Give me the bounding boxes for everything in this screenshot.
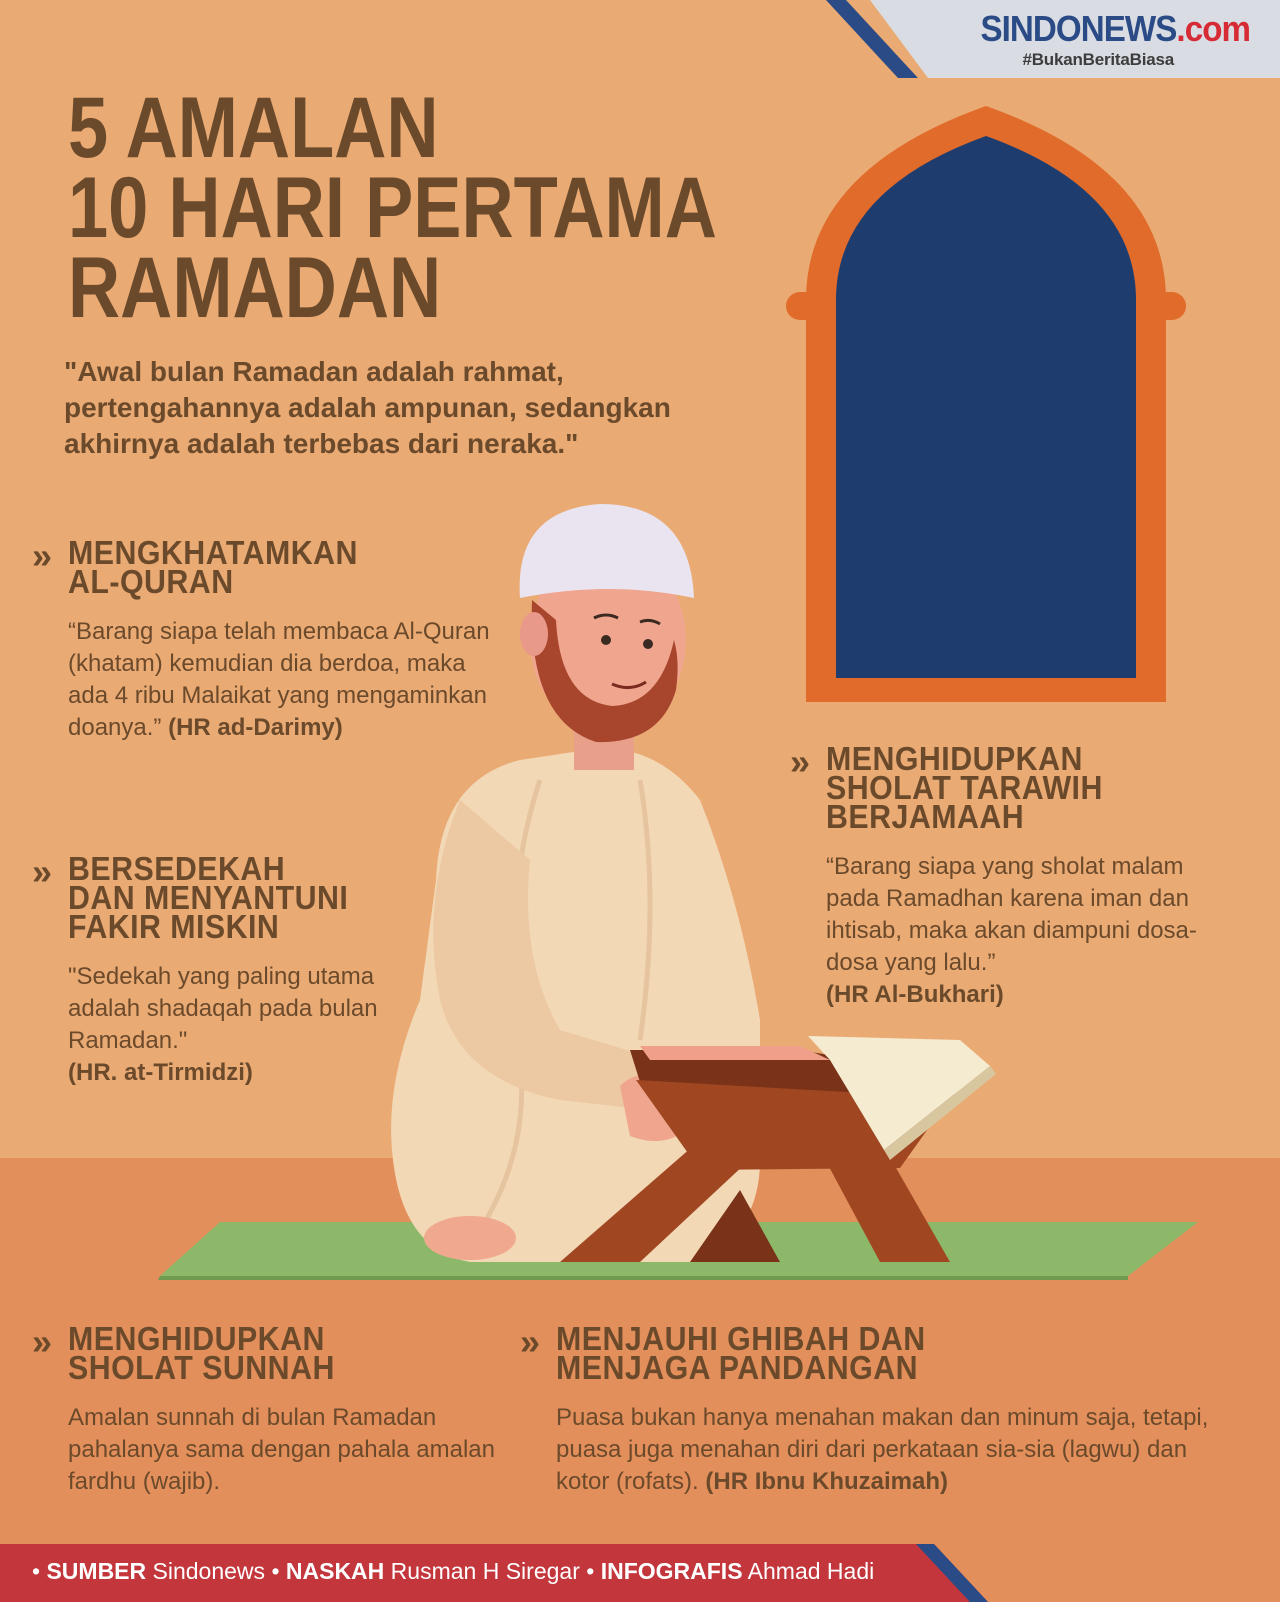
heading-line: BERJAMAAH xyxy=(826,798,1025,835)
chevron-icon: » xyxy=(32,1321,53,1362)
chevron-icon: » xyxy=(32,535,53,576)
amalan-body xyxy=(68,1402,508,1498)
title-line-3: RAMADAN xyxy=(68,240,442,336)
heading-line: MENJAGA PANDANGAN xyxy=(556,1349,919,1386)
brand-logo-main: SINDONEWS xyxy=(980,8,1177,49)
credit-value-writer: Rusman H Siregar xyxy=(390,1558,580,1584)
footer-credits xyxy=(32,1558,874,1585)
credit-label-designer: INFOGRAFIS xyxy=(600,1558,743,1584)
bullet: • xyxy=(586,1558,595,1584)
hadith-quote: "Awal bulan Ramadan adalah rahmat, pertengahannya adalah ampunan, sedangkan akhirnya adalah terbebas dari neraka." xyxy=(64,356,671,459)
heading-line: MENGHIDUPKAN xyxy=(826,740,1083,777)
amalan-text: Puasa bukan hanya menahan makan dan minum saja, tetapi, puasa juga menahan diri dari perkataan sia-sia (lagwu) dan kotor (rofats). xyxy=(556,1404,1209,1495)
amalan-text: Amalan sunnah di bulan Ramadan pahalanya sama dengan pahala amalan fardhu (wajib). xyxy=(68,1404,495,1495)
brand-logo-suffix: .com xyxy=(1176,8,1250,49)
title-line-1: 5 AMALAN xyxy=(68,80,439,176)
amalan-source: (HR Al-Bukhari) xyxy=(826,981,1004,1008)
heading-line: SHOLAT TARAWIH xyxy=(826,769,1103,806)
amalan-body xyxy=(826,851,1226,1011)
amalan-text: “Barang siapa yang sholat malam pada Ramadhan karena iman dan ihtisab, maka akan diampuni dosa-dosa yang lalu.” xyxy=(826,853,1197,976)
heading-line: FAKIR MISKIN xyxy=(68,908,280,945)
amalan-item-3 xyxy=(790,740,1240,1011)
amalan-text: "Sedekah yang paling utama adalah shadaqah pada bulan Ramadan." xyxy=(68,963,378,1054)
chevron-icon: » xyxy=(32,851,53,892)
amalan-body xyxy=(68,961,388,1089)
credit-label-source: SUMBER xyxy=(46,1558,147,1584)
mosque-window-icon xyxy=(786,106,1186,702)
amalan-item-1 xyxy=(32,534,502,744)
amalan-heading xyxy=(68,850,440,945)
heading-line: MENJAUHI GHIBAH DAN xyxy=(556,1320,926,1357)
amalan-source: (HR Ibnu Khuzaimah) xyxy=(705,1468,949,1495)
amalan-item-2 xyxy=(32,850,472,1089)
amalan-item-5 xyxy=(520,1320,1260,1498)
heading-line: AL-QURAN xyxy=(68,563,234,600)
heading-line: SHOLAT SUNNAH xyxy=(68,1349,335,1386)
amalan-heading xyxy=(556,1320,1204,1386)
amalan-body xyxy=(68,616,502,744)
heading-line: MENGHIDUPKAN xyxy=(68,1320,325,1357)
title-line-2: 10 HARI PERTAMA xyxy=(68,160,717,256)
footer-accent xyxy=(934,1544,1280,1602)
amalan-heading xyxy=(68,534,467,600)
credit-value-designer: Ahmad Hadi xyxy=(747,1558,875,1584)
bullet: • xyxy=(32,1558,41,1584)
amalan-heading xyxy=(826,740,1207,835)
amalan-text: “Barang siapa telah membaca Al-Quran (khatam) kemudian dia berdoa, maka ada 4 ribu Malaikat yang mengaminkan doanya.” xyxy=(68,618,490,741)
amalan-source: (HR. at-Tirmidzi) xyxy=(68,1059,253,1086)
chevron-icon: » xyxy=(790,741,811,782)
credit-value-source: Sindonews xyxy=(152,1558,266,1584)
credit-label-writer: NASKAH xyxy=(285,1558,385,1584)
chevron-icon: » xyxy=(520,1321,541,1362)
amalan-item-4 xyxy=(32,1320,512,1498)
bullet: • xyxy=(271,1558,280,1584)
heading-line: BERSEDEKAH xyxy=(68,850,286,887)
amalan-source: (HR ad-Darimy) xyxy=(168,714,343,741)
heading-line: MENGKHATAMKAN xyxy=(68,534,358,571)
brand-tagline: #BukanBeritaBiasa xyxy=(1022,50,1174,69)
amalan-heading xyxy=(68,1320,476,1386)
page-title xyxy=(68,80,717,336)
amalan-body xyxy=(556,1402,1246,1498)
heading-line: DAN MENYANTUNI xyxy=(68,879,349,916)
